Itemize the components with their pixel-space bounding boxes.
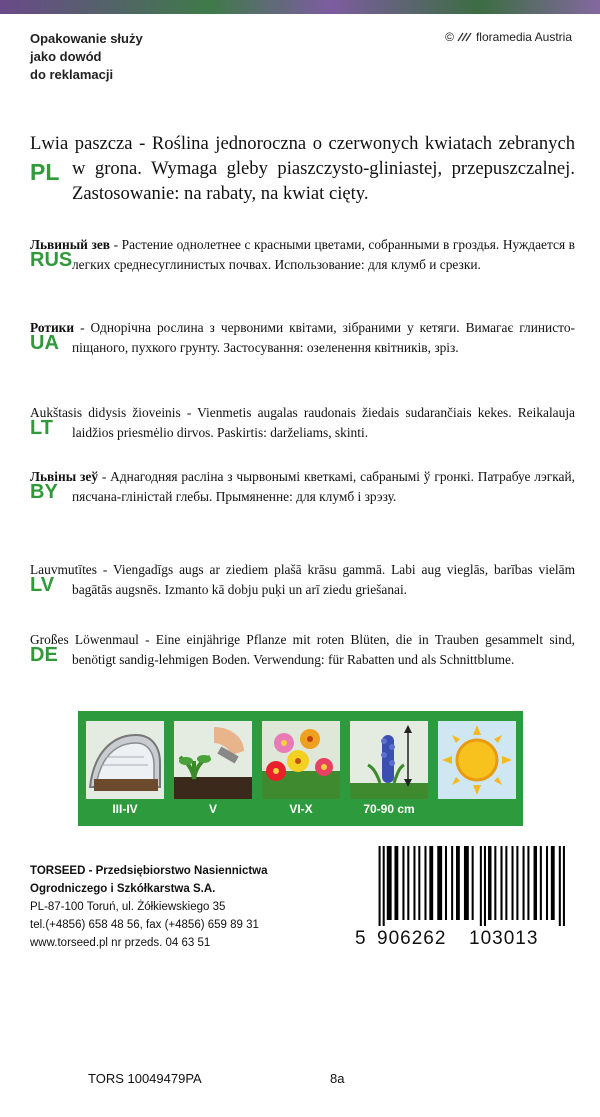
barcode-bar [407, 846, 409, 920]
barcode-bar [534, 846, 537, 920]
company-website: www.torseed.pl nr przeds. 04 63 51 [30, 937, 211, 949]
company-phone: tel.(+4856) 658 48 56, fax (+4856) 659 89 31 [30, 919, 259, 931]
description-text [30, 403, 575, 442]
floramedia-logo-icon [457, 32, 473, 42]
description-rus [30, 235, 575, 274]
language-code: RUS [30, 249, 73, 271]
plant-name: Großes Löwenmaul [30, 632, 139, 647]
plant-name: Lwia paszcza [30, 133, 133, 154]
top-photo-strip [0, 0, 600, 14]
language-code: UA [30, 332, 59, 354]
barcode-bar [540, 846, 542, 920]
description-text [30, 318, 575, 357]
barcode-bar [480, 846, 482, 926]
company-name-line2: Ogrodniczego i Szkółkarstwa S.A. [30, 883, 216, 895]
copyright-notice [445, 30, 572, 44]
description-text [30, 131, 575, 206]
company-name-line1: TORSEED - Przedsiębiorstwo Nasiennictwa [30, 865, 268, 877]
language-code: DE [30, 644, 58, 666]
plant-name: Львиный зев [30, 237, 111, 252]
barcode-bar [424, 846, 426, 920]
description-de [30, 630, 575, 669]
barcode-group1: 906262 [377, 928, 447, 949]
barcode-bar [387, 846, 392, 920]
barcode-bar [488, 846, 491, 920]
language-code: PL [30, 159, 60, 185]
plant-name: Lauvmutītes [30, 562, 97, 577]
barcode-bar [500, 846, 502, 920]
complaint-notice [30, 30, 230, 84]
description-text [30, 467, 575, 506]
barcode-bar [383, 846, 385, 926]
barcode [376, 846, 571, 926]
description-lt [30, 403, 575, 442]
barcode-bar [472, 846, 474, 920]
barcode-number [355, 928, 580, 950]
description-pl [30, 131, 575, 206]
description-text [30, 235, 575, 274]
copyright-text: floramedia Austria [475, 30, 572, 44]
barcode-bar [505, 846, 507, 920]
barcode-bar [523, 846, 525, 920]
flowers-icon [262, 721, 340, 799]
barcode-bar [546, 846, 548, 920]
complaint-line: Opakowanie służy [30, 31, 143, 46]
plant-name: Львіны зеў [30, 469, 99, 484]
company-address: PL-87-100 Toruń, ul. Żółkiewskiego 35 [30, 901, 226, 913]
language-code: BY [30, 481, 58, 503]
flowering-period-label: VI-X [289, 802, 313, 816]
description-lv [30, 560, 575, 599]
description-body: - Однорічна рослина з червоними квітами, зібраними у кетяги. Вимагає глинисто-піщаного, пухкого грунту. Застосування: озеленення квітників, зріз. [72, 320, 575, 355]
barcode-bar [551, 846, 555, 920]
description-body: - Растение однолетнее с красными цветами, собранными в гроздья. Нуждается в легких среднесуглинистых почвах. Использование: для клумб и срезки. [72, 237, 576, 272]
description-ua [30, 318, 575, 357]
barcode-bar [456, 846, 460, 920]
height-icon [350, 721, 428, 799]
description-body: - Аднагодняя расліна з чырвонымі кветкамі, сабранымі ў гронкі. Патрабуе лэгкай, пясчана-гліністай глебы. Прымяненне: для клумб і зрэзу. [72, 469, 575, 504]
barcode-bar [402, 846, 404, 920]
language-code: LT [30, 417, 53, 439]
greenhouse-icon [86, 721, 164, 799]
description-text [30, 560, 575, 599]
planting-icon [174, 721, 252, 799]
sun-icon [438, 721, 516, 799]
description-body: - Roślina jednoroczna o czerwonych kwiatach zebranych w grona. Wymaga gleby piaszczysto-gliniastej, przepuszczalnej. Zastosowanie: na rabaty, na kwiat cięty. [72, 133, 575, 204]
description-by [30, 467, 575, 506]
barcode-bar [563, 846, 565, 926]
sowing-period-label: III-IV [112, 802, 138, 816]
barcode-bar [494, 846, 496, 920]
barcode-first-digit: 5 [355, 928, 367, 949]
plant-name: Ротики [30, 320, 75, 335]
complaint-line: do reklamacji [30, 67, 114, 82]
barcode-bar [511, 846, 513, 920]
description-body: - Viengadīgs augs ar ziediem plašā krāsu gammā. Labi aug vieglās, barības vielām bagātās augsnēs. Izmanto kā dobju puķi un arī ziedu griešanai. [72, 562, 575, 597]
barcode-bar [445, 846, 447, 920]
barcode-bar [527, 846, 529, 920]
copyright-icon: © [445, 30, 454, 44]
barcode-bar [484, 846, 486, 926]
barcode-group2: 103013 [469, 928, 539, 949]
product-code: TORS 10049479PA [88, 1071, 202, 1086]
planting-period-label: V [208, 802, 217, 816]
barcode-bar [559, 846, 561, 926]
company-info [30, 862, 268, 952]
plant-name: Aukštasis didysis žioveinis [30, 405, 181, 420]
barcode-bar [437, 846, 442, 920]
barcode-bar [418, 846, 420, 920]
barcode-bar [429, 846, 433, 920]
barcode-bar [451, 846, 453, 920]
description-text [30, 630, 575, 669]
barcode-bar [394, 846, 398, 920]
description-body: - Eine einjährige Pflanze mit roten Blüten, die in Trauben gesammelt sind, benötigt sandig-lehmigen Boden. Verwendung: für Rabatten und als Schnittblume. [72, 632, 575, 667]
description-body: - Vienmetis augalas raudonais žiedais sudarančiais kekes. Reikalauja laidžios priesmėlio dirvos. Paskirtis: darželiams, skinti. [72, 405, 575, 440]
growing-info-bar [78, 711, 523, 826]
packet-size: 8a [330, 1071, 345, 1086]
plant-height-label: 70-90 cm [363, 802, 415, 816]
complaint-line: jako dowód [30, 49, 102, 64]
barcode-bar [413, 846, 415, 920]
barcode-bar [516, 846, 518, 920]
barcode-bar [379, 846, 381, 926]
language-code: LV [30, 574, 55, 596]
barcode-bar [464, 846, 469, 920]
